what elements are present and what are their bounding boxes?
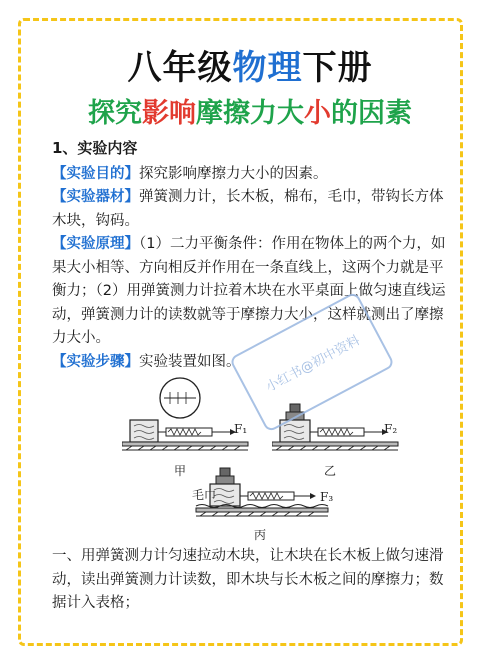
title-text-2: 下册: [302, 48, 373, 88]
page-subtitle: [0, 91, 500, 130]
setup-b-diagram: [272, 376, 402, 456]
experiment-figure: [52, 376, 452, 541]
setup-a-diagram: [122, 376, 252, 456]
steps-tag: 【实验步骤】: [52, 353, 139, 370]
force-label-f3: F₃: [320, 490, 334, 504]
equipment-text: 弹簧测力计，长木板，棉布，毛巾，带钩长方体木块，钩码。: [52, 189, 444, 229]
purpose-text: 探究影响摩擦力大小的因素。: [139, 165, 328, 182]
steps-paragraph: [52, 351, 452, 375]
principle-tag: 【实验原理】: [52, 236, 139, 252]
towel-label: 毛巾: [192, 488, 217, 502]
page-title: [0, 40, 500, 89]
step1-paragraph: [52, 545, 452, 616]
steps-text: 实验装置如图。: [139, 353, 241, 370]
subtitle-text-2: 摩擦力大: [196, 98, 304, 129]
force-label-f1: F₁: [234, 422, 248, 436]
watermark-text: 小红书@初中资料: [263, 332, 363, 395]
step1-text: 一、用弹簧测力计匀速拉动木块，让木块在长木板上做匀速滑动，读出弹簧测力计读数，即木块与长木板之间的摩擦力；数据计入表格；: [52, 548, 444, 611]
equipment-tag: 【实验器材】: [52, 189, 139, 205]
content-area: [52, 137, 452, 616]
purpose-tag: 【实验目的】: [52, 165, 139, 182]
principle-paragraph: [52, 233, 452, 351]
section-heading: 1、实验内容: [52, 139, 138, 157]
force-label-f2: F₂: [384, 422, 398, 436]
title-text-1: 八年级: [127, 48, 233, 88]
principle-text: （1）二力平衡条件：作用在物体上的两个力，如果大小相等、方向相反并作用在一条直线上，这两个力就是平衡力；（2）用弹簧测力计拉着木块在水平桌面上做匀速直线运动，弹簧测力计的读数就等于摩擦力大小，这样就测出了摩擦力大小。: [52, 236, 446, 346]
subtitle-red-2: 小: [304, 98, 331, 129]
purpose-paragraph: [52, 163, 452, 187]
equipment-paragraph: [52, 186, 452, 233]
figure-label-c: 丙: [254, 528, 267, 542]
figure-label-a: 甲: [174, 464, 187, 478]
subtitle-red-1: 影响: [142, 98, 196, 129]
subtitle-text-3: 的因素: [331, 98, 412, 129]
title-highlight: 物理: [232, 48, 303, 88]
figure-label-b: 乙: [324, 464, 337, 478]
subtitle-text-1: 探究: [88, 98, 142, 129]
